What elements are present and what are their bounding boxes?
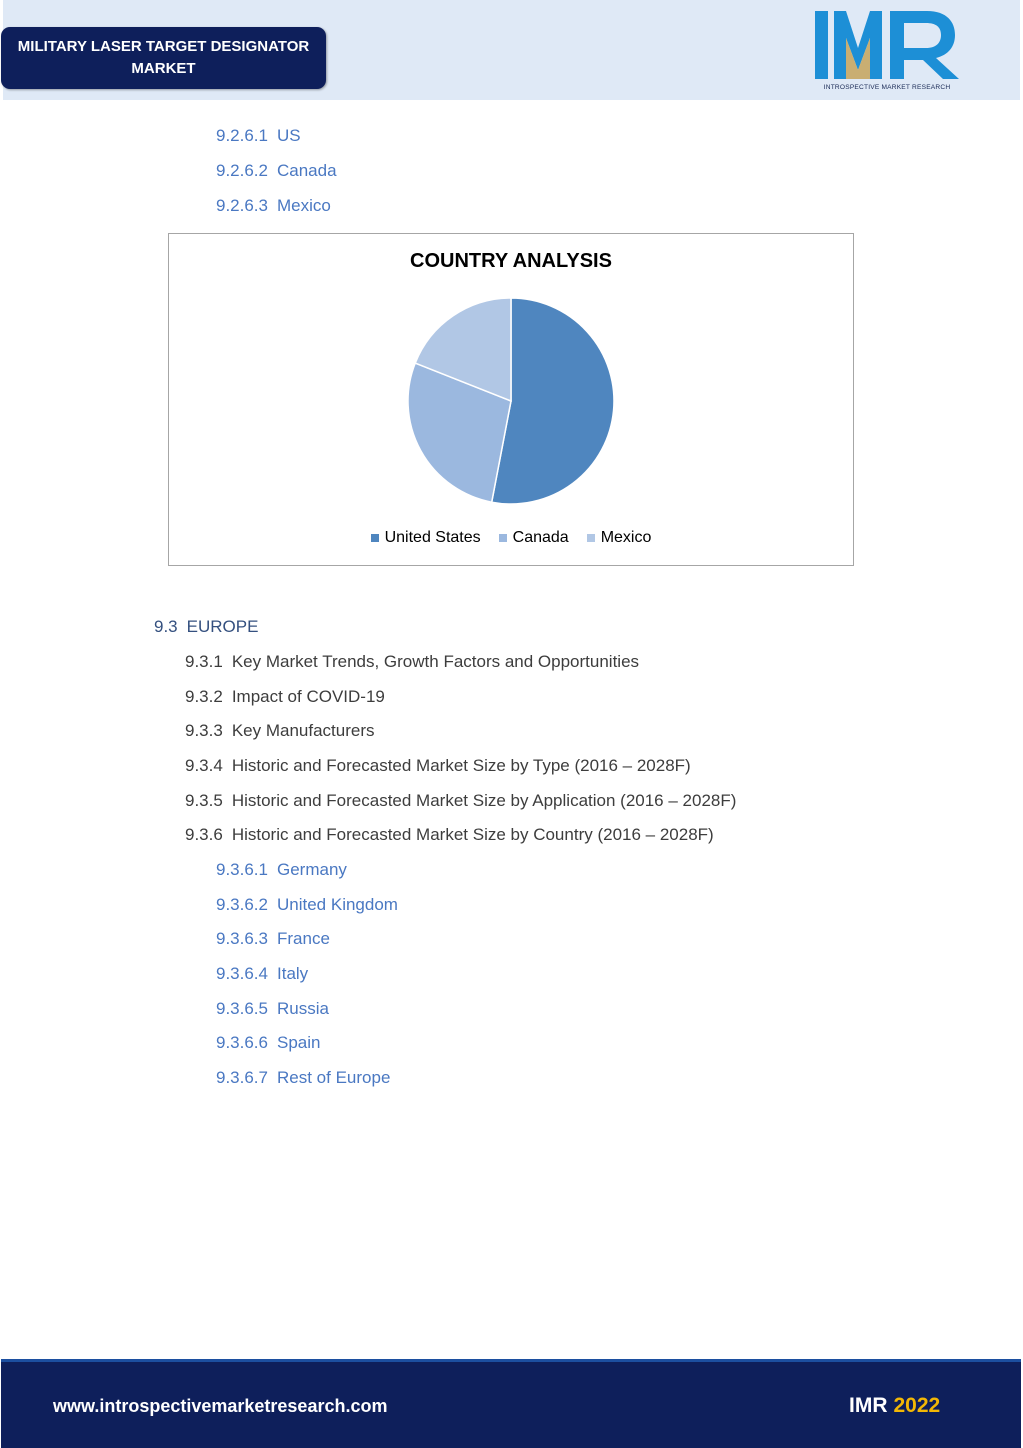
report-title-line1: MILITARY LASER TARGET DESIGNATOR — [17, 38, 310, 55]
legend-label: United States — [384, 529, 481, 546]
toc-number: 9.3 — [154, 617, 178, 636]
toc-item-united-kingdom[interactable] — [216, 895, 398, 915]
toc-label: Spain — [277, 1033, 321, 1052]
toc-item-size-by-application[interactable] — [185, 791, 736, 811]
toc-number: 9.3.6.7 — [216, 1068, 268, 1087]
toc-label: Russia — [277, 999, 329, 1018]
footer-website-link[interactable]: www.introspectivemarketresearch.com — [53, 1396, 388, 1416]
toc-number: 9.2.6.2 — [216, 161, 268, 180]
toc-number: 9.3.6.3 — [216, 929, 268, 948]
toc-item-size-by-type[interactable] — [185, 756, 691, 776]
imr-logo — [812, 8, 962, 96]
toc-number: 9.3.4 — [185, 756, 223, 775]
toc-label: Historic and Forecasted Market Size by Country (2016 – 2028F) — [231, 825, 714, 844]
footer-band — [1, 1359, 1021, 1448]
toc-item-size-by-country[interactable] — [185, 825, 714, 845]
footer-year: 2022 — [893, 1394, 941, 1417]
toc-item-us[interactable] — [216, 126, 301, 146]
toc-label: EUROPE — [186, 617, 259, 636]
toc-item-key-market-trends[interactable] — [185, 652, 639, 672]
logo-tagline: INTROSPECTIVE MARKET RESEARCH — [823, 84, 951, 91]
toc-label: Rest of Europe — [277, 1068, 391, 1087]
toc-number: 9.3.3 — [185, 721, 223, 740]
toc-number: 9.3.1 — [185, 652, 223, 671]
chart-title: COUNTRY ANALYSIS — [410, 250, 612, 272]
pie-chart — [169, 234, 853, 565]
toc-label: Mexico — [277, 196, 331, 215]
toc-label: United Kingdom — [277, 895, 398, 914]
legend-swatch — [499, 534, 507, 542]
toc-label: Italy — [277, 964, 309, 983]
legend-label: Canada — [512, 529, 569, 546]
toc-label: Canada — [277, 161, 337, 180]
toc-item-canada[interactable] — [216, 161, 337, 181]
report-title-line2: MARKET — [131, 60, 196, 77]
report-title-badge — [1, 27, 326, 89]
toc-item-covid-impact[interactable] — [185, 687, 385, 707]
toc-label: Impact of COVID-19 — [231, 687, 385, 706]
toc-number: 9.3.2 — [185, 687, 223, 706]
toc-item-russia[interactable] — [216, 999, 329, 1019]
toc-label: France — [277, 929, 330, 948]
toc-number: 9.3.6.6 — [216, 1033, 268, 1052]
legend-swatch — [371, 534, 379, 542]
toc-item-mexico[interactable] — [216, 196, 331, 216]
toc-label: Key Manufacturers — [231, 721, 375, 740]
toc-item-key-manufacturers[interactable] — [185, 721, 375, 741]
country-analysis-chart — [168, 233, 854, 566]
imr-logo-mark — [812, 8, 962, 82]
toc-label: US — [277, 126, 301, 145]
toc-item-rest-of-europe[interactable] — [216, 1068, 390, 1088]
toc-section-europe[interactable] — [154, 617, 258, 637]
toc-item-france[interactable] — [216, 929, 330, 949]
toc-item-italy[interactable] — [216, 964, 308, 984]
toc-number: 9.3.6.1 — [216, 860, 268, 879]
toc-label: Historic and Forecasted Market Size by Application (2016 – 2028F) — [231, 791, 737, 810]
toc-number: 9.3.6.2 — [216, 895, 268, 914]
legend-item-canada — [499, 529, 569, 547]
toc-item-germany[interactable] — [216, 860, 347, 880]
legend-label: Mexico — [600, 529, 652, 546]
toc-item-spain[interactable] — [216, 1033, 320, 1053]
toc-label: Germany — [277, 860, 347, 879]
toc-number: 9.2.6.3 — [216, 196, 268, 215]
legend-swatch — [587, 534, 595, 542]
footer-brand-name: IMR — [849, 1394, 888, 1417]
legend-item-mexico — [587, 529, 652, 547]
toc-number: 9.2.6.1 — [216, 126, 268, 145]
footer-brand — [849, 1394, 940, 1418]
toc-label: Historic and Forecasted Market Size by Type (2016 – 2028F) — [231, 756, 691, 775]
chart-legend — [169, 529, 853, 547]
toc-label: Key Market Trends, Growth Factors and Opportunities — [231, 652, 640, 671]
toc-number: 9.3.6.5 — [216, 999, 268, 1018]
toc-number: 9.3.5 — [185, 791, 223, 810]
legend-item-united-states — [371, 529, 481, 547]
toc-number: 9.3.6.4 — [216, 964, 268, 983]
toc-number: 9.3.6 — [185, 825, 223, 844]
